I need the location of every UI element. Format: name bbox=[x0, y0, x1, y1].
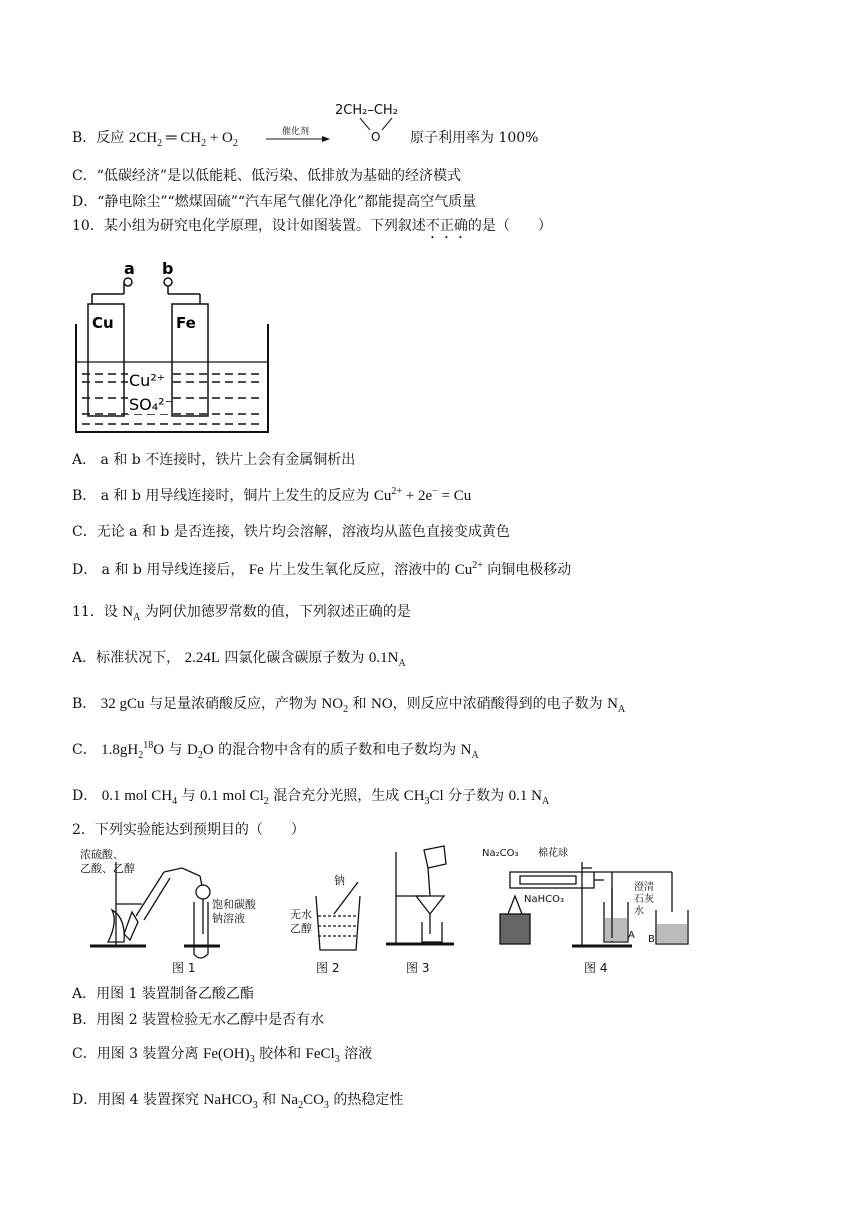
fig1-label-acid: 浓硫酸、 bbox=[80, 848, 124, 861]
option-label: B．反应 bbox=[72, 130, 125, 146]
sulfate-ion-label: SO₄²⁻ bbox=[129, 395, 174, 414]
q10-option-a: A． a 和 b 不连接时，铁片上会有金属铜析出 bbox=[72, 452, 356, 468]
q11-option-d: D． 0.1 mol $CH_4$ 与 0.1 mol $Cl_2$ 混合充分光照，生成 $CH_3Cl$ 分子数为 0.1 $N_A$ bbox=[72, 788, 550, 807]
stem-part: 10．某小组为研究电化学原理，设计如图装置。下列叙述 bbox=[72, 218, 426, 234]
terminal-b-label: b bbox=[162, 259, 174, 278]
q12-option-a: A．用图 1 装置制备乙酸乙酯 bbox=[72, 986, 254, 1002]
stem-part: 的是（ ） bbox=[467, 218, 552, 234]
copper-label: Cu bbox=[92, 314, 114, 332]
terminal-b-circle bbox=[164, 278, 172, 286]
copper-ion-label: Cu²⁺ bbox=[129, 371, 166, 390]
q9-option-c: C．“低碳经济”是以低能耗、低污染、低排放为基础的经济模式 bbox=[72, 168, 462, 184]
fig4-label-lime-2: 石灰 bbox=[634, 894, 654, 905]
q10-option-b: B． a 和 b 用导线连接时，铜片上发生的反应为 $Cu^{2+} + 2e^- = Cu$ bbox=[72, 486, 472, 504]
fig4-label-a: A bbox=[628, 930, 635, 941]
figure-3 bbox=[386, 846, 454, 944]
fig4-label-lime-3: 水 bbox=[634, 906, 644, 917]
fig1-label-carbonate: 饱和碳酸 bbox=[212, 898, 256, 911]
experiment-figures bbox=[72, 842, 702, 978]
fig2-label-ethanol: 乙醇 bbox=[290, 922, 312, 935]
fig3-caption: 图 3 bbox=[406, 961, 430, 975]
reaction-equation: $2CH_2$ ═ $CH_2 + O_2$ bbox=[128, 130, 238, 149]
fig1-caption: 图 1 bbox=[172, 961, 196, 975]
terminal-a-label: a bbox=[124, 259, 135, 278]
reaction-arrow-product bbox=[260, 96, 420, 152]
q11-option-b: B． 32 gCu 与足量浓硝酸反应，产物为 $NO_2$ 和 NO，则反应中浓硝酸得到的电子数为 $N_A$ bbox=[72, 696, 626, 715]
iron-label: Fe bbox=[176, 314, 196, 332]
fig2-label-sodium: 钠 bbox=[334, 874, 345, 887]
q12-option-c: C．用图 3 装置分离 $Fe(OH)_3$ 胶体和 FeCl$_3$ 溶液 bbox=[72, 1046, 373, 1065]
figure-1 bbox=[90, 862, 220, 958]
terminal-a-circle bbox=[124, 278, 132, 286]
fig4-label-lime-1: 澄清 bbox=[634, 882, 654, 893]
fig4-label-b: B bbox=[648, 934, 655, 945]
fig1-label-solution: 钠溶液 bbox=[212, 912, 245, 925]
fig1-label-reagents: 乙酸、乙醇 bbox=[80, 862, 135, 875]
bond-left bbox=[360, 118, 370, 130]
electrochem-figure bbox=[72, 258, 272, 440]
q9-option-b bbox=[72, 128, 238, 148]
epoxide-oxygen: O bbox=[371, 130, 381, 144]
fig4-caption: 图 4 bbox=[584, 961, 608, 975]
q10-option-d: D． a 和 b 用导线连接后， Fe 片上发生氧化反应，溶液中的 $Cu^{2+}$ 向铜电极移动 bbox=[72, 560, 572, 578]
q11-stem: 11．设 $N_A$ 为阿伏加德罗常数的值，下列叙述正确的是 bbox=[72, 604, 411, 623]
arrow-head bbox=[322, 136, 330, 142]
bond-right bbox=[382, 118, 392, 130]
q11-option-a: A．标准状况下， 2.24L 四氯化碳含碳原子数为 $0.1N_A$ bbox=[72, 650, 406, 669]
q12-stem: 2．下列实验能达到预期目的（ ） bbox=[72, 822, 305, 838]
q12-option-d: D．用图 4 装置探究 NaHCO$_3$ 和 $Na_2CO_3$ 的热稳定性 bbox=[72, 1092, 404, 1111]
product-formula: 2CH₂–CH₂ bbox=[335, 103, 398, 118]
fig4-label-na2co3: Na₂CO₃ bbox=[482, 848, 519, 859]
q10-stem bbox=[72, 216, 552, 242]
fig4-label-cotton: 棉花球 bbox=[538, 848, 568, 859]
q11-option-c: C． $1.8gH_2^{18}O$ 与 $D_2O$ 的混合物中含有的质子数和电子数均为 $N_A$ bbox=[72, 740, 479, 761]
catalyst-label: 催化剂 bbox=[282, 127, 310, 137]
q10-option-c: C．无论 a 和 b 是否连接，铁片均会溶解，溶液均从蓝色直接变成黄色 bbox=[72, 524, 510, 540]
fig2-label-anhydrous: 无水 bbox=[290, 908, 312, 921]
figure-2 bbox=[316, 882, 360, 950]
atom-economy-text: 原子利用率为 100% bbox=[410, 130, 539, 146]
fig2-caption: 图 2 bbox=[316, 961, 340, 975]
fig4-label-nahco3: NaHCO₃ bbox=[524, 894, 564, 905]
stem-emphasis: 不正确 bbox=[425, 218, 468, 234]
q12-option-b: B．用图 2 装置检验无水乙醇中是否有水 bbox=[72, 1012, 325, 1028]
q9-option-d: D．“静电除尘”“燃煤固硫”“汽车尾气催化净化”都能提高空气质量 bbox=[72, 194, 477, 210]
